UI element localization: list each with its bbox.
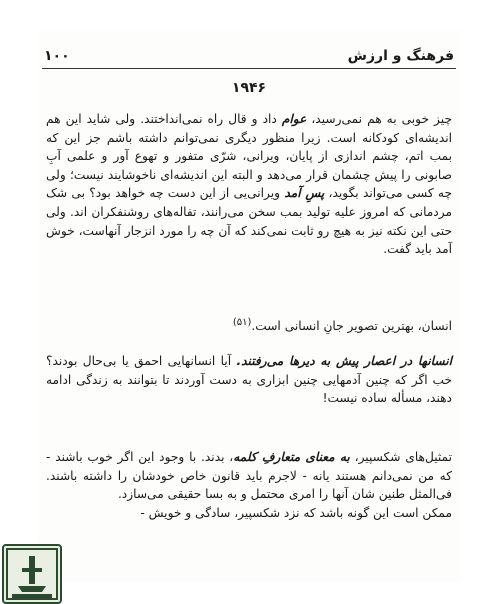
p3-text: آیا انسانهایی احمق یا بی‌حال بودند؟ خب اگر که چنین آدمهایی چنین ابزاری به دست آوردند تا بتوانند به زندگی ادامه دهند، مسأله ساده نیست! (46, 354, 452, 406)
p4-text-a: تمثیل‌های شکسپیر، (349, 450, 452, 464)
paragraph-2 (46, 314, 452, 336)
paragraph-1 (46, 110, 452, 259)
p4-emphasis: به معنای متعارفِ کلمه (233, 450, 350, 464)
page-header (44, 44, 454, 64)
footnote-marker: (۵۱) (232, 317, 252, 328)
year-heading: ۱۹۴۶ (231, 80, 267, 96)
page-number: ۱۰۰ (44, 48, 70, 64)
running-title: فرهنگ و ارزش (347, 48, 454, 64)
paragraph-3 (46, 352, 452, 408)
paragraph-4 (46, 448, 452, 522)
p4-text-b: ، بدند. با وجود این اگر خوب باشند - که من نمی‌دانم هستند یانه - لاجرم باید قانون خاص خودشان را داشته باشند. فی‌المثل طنین شان آنها را امری محتمل و به بسا حقیقی می‌سازد. (46, 450, 452, 502)
p1-emphasis-b: پسِ آمد (284, 186, 325, 201)
p1-text-b: داد و قال راه نمی‌انداختند. ولی شاید این هم اندیشه‌ای کودکانه است. زیرا منظور دیگری نمی‌توانم داشته باشم جز این که بمب اتم، چشم اندازی از پایان، ویرانی، شرّی متفور و تهوع آور و علمی آبِ صابونی را پیش چشمان قرار می‌دهد و البته این اندیشه‌ای ناخوشایند نیست؛ ولی چه کسی می‌تواند بگوید، (46, 112, 452, 201)
header-rule (42, 68, 456, 69)
p1-text-c: ویرانی‌یی از این دست چه خواهد بود؟ بی شک مردمانی که امروز علیه تولید بمب سخن می‌رانند، تفاله‌های روشنفکران اند. ولی حتی این نکته نیز به هیچ رو ثابت نمی‌کند که آن چه را مورد انزجار آنهاست، خوش آمد باید گفت. (46, 186, 452, 257)
p1-emphasis-a: عوام (281, 112, 307, 126)
p3-emphasis: انسانها در اعصار پیش به دیرها می‌رفتند. (236, 354, 453, 368)
p4-text-c: ممکن است این گونه باشد که نزد شکسپیر، سادگی و خویش - (140, 505, 452, 520)
book-page (38, 30, 460, 582)
p2-text: انسان، بهترین تصویر جانِ انسانی است. (251, 319, 452, 334)
p1-text-a: چیز خوبی به هم نمی‌رسید، (306, 112, 452, 126)
library-stamp-icon (2, 544, 62, 604)
